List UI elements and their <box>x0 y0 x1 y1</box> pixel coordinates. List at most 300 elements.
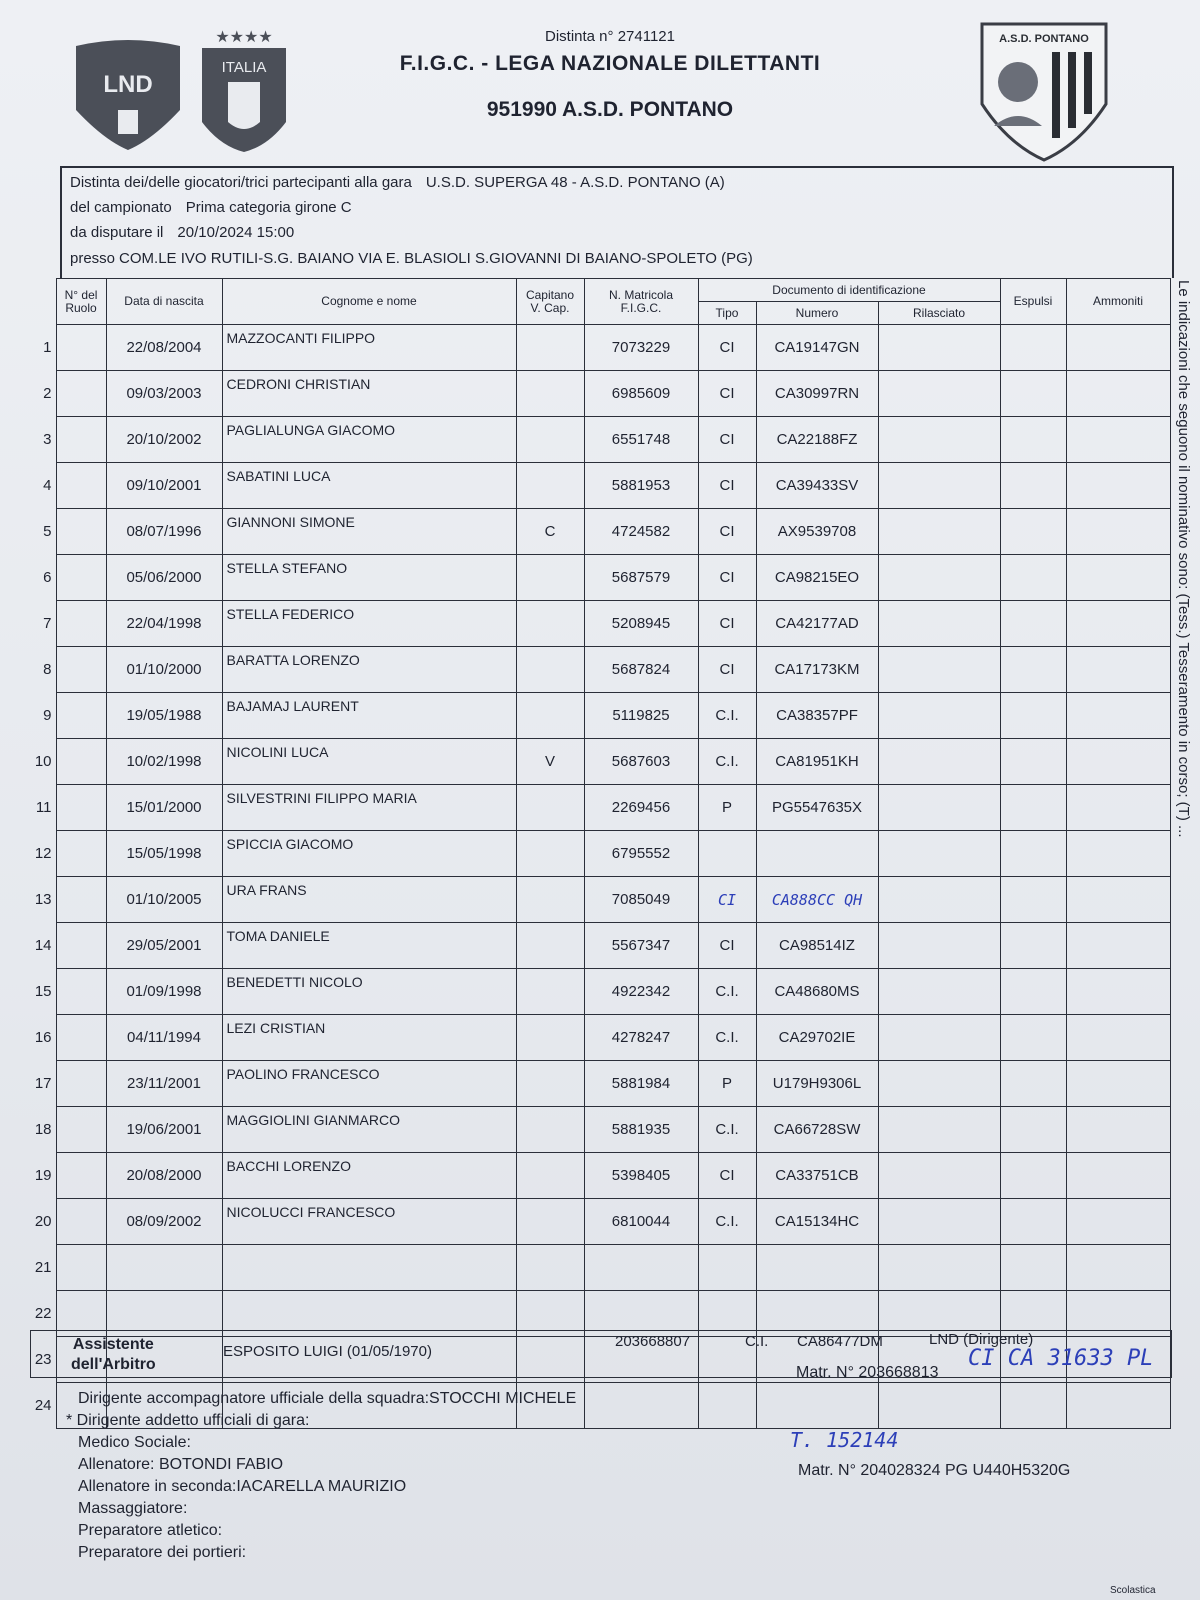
player-warned <box>1066 555 1170 601</box>
player-birthdate: 01/09/1998 <box>106 969 222 1015</box>
player-expelled <box>1000 555 1066 601</box>
player-matricola: 5687603 <box>584 739 698 785</box>
player-row <box>30 785 1170 831</box>
player-doc-type <box>698 1383 756 1429</box>
player-expelled <box>1000 325 1066 371</box>
figc-italia-logo <box>198 26 290 154</box>
player-row <box>30 831 1170 877</box>
player-name: MAGGIOLINI GIANMARCO <box>222 1107 516 1153</box>
player-matricola <box>584 1383 698 1429</box>
info-line-gara <box>70 174 739 191</box>
player-captain <box>516 831 584 877</box>
player-matricola: 7085049 <box>584 877 698 923</box>
player-captain <box>516 969 584 1015</box>
player-name: BENEDETTI NICOLO <box>222 969 516 1015</box>
player-number: 13 <box>34 891 52 908</box>
player-row <box>30 601 1170 647</box>
player-captain: V <box>516 739 584 785</box>
handwritten-tessera: T. 152144 <box>790 1428 899 1452</box>
player-captain <box>516 1061 584 1107</box>
player-number: 19 <box>34 1167 52 1184</box>
player-expelled <box>1000 831 1066 877</box>
player-name: SILVESTRINI FILIPPO MARIA <box>222 785 516 831</box>
player-name: SPICCIA GIACOMO <box>222 831 516 877</box>
player-warned <box>1066 1153 1170 1199</box>
player-doc-number: CA17173KM <box>756 647 878 693</box>
player-expelled <box>1000 1383 1066 1429</box>
player-doc-number: CA66728SW <box>756 1107 878 1153</box>
player-row <box>30 1199 1170 1245</box>
player-name: BAJAMAJ LAURENT <box>222 693 516 739</box>
info-presso-value: COM.LE IVO RUTILI-S.G. BAIANO VIA E. BLASIOLI S.GIOVANNI DI BAIANO-SPOLETO (PG) <box>119 250 753 267</box>
player-expelled <box>1000 1199 1066 1245</box>
player-birthdate: 01/10/2005 <box>106 877 222 923</box>
pontano-logo-text: A.S.D. PONTANO <box>999 33 1089 45</box>
assistente-numero: CA86477DM <box>797 1333 883 1350</box>
player-name: SABATINI LUCA <box>222 463 516 509</box>
player-matricola: 6985609 <box>584 371 698 417</box>
player-number: 15 <box>34 983 52 1000</box>
player-warned <box>1066 601 1170 647</box>
player-doc-type: CI <box>698 877 756 923</box>
player-warned <box>1066 831 1170 877</box>
player-number: 1 <box>43 339 52 356</box>
player-doc-number: CA15134HC <box>756 1199 878 1245</box>
player-birthdate: 01/10/2000 <box>106 647 222 693</box>
player-matricola: 5119825 <box>584 693 698 739</box>
player-row <box>30 969 1170 1015</box>
player-doc-issuer <box>878 877 1000 923</box>
player-birthdate: 19/05/1988 <box>106 693 222 739</box>
player-expelled <box>1000 923 1066 969</box>
player-expelled <box>1000 693 1066 739</box>
player-row <box>30 371 1170 417</box>
player-row <box>30 693 1170 739</box>
player-row <box>30 647 1170 693</box>
player-ruolo <box>56 877 106 923</box>
player-birthdate: 09/10/2001 <box>106 463 222 509</box>
player-doc-type: CI <box>698 371 756 417</box>
player-row <box>30 555 1170 601</box>
player-number: 20 <box>34 1213 52 1230</box>
player-doc-issuer <box>878 325 1000 371</box>
player-doc-type: C.I. <box>698 739 756 785</box>
player-warned <box>1066 1245 1170 1291</box>
player-captain <box>516 693 584 739</box>
player-number: 8 <box>43 661 52 678</box>
assistente-nome: ESPOSITO LUIGI (01/05/1970) <box>223 1343 432 1360</box>
player-doc-number: AX9539708 <box>756 509 878 555</box>
player-name: PAGLIALUNGA GIACOMO <box>222 417 516 463</box>
player-expelled <box>1000 1015 1066 1061</box>
player-ruolo <box>56 555 106 601</box>
player-ruolo <box>56 1199 106 1245</box>
player-matricola: 4922342 <box>584 969 698 1015</box>
matricola-allenatore: Matr. N° 204028324 PG U440H5320G <box>798 1462 1071 1479</box>
info-data-label: da disputare il <box>70 224 164 241</box>
handwritten-doc-dirigente: CI CA 31633 PL <box>968 1346 1154 1371</box>
player-doc-issuer <box>878 1153 1000 1199</box>
player-doc-number <box>756 831 878 877</box>
player-name: BARATTA LORENZO <box>222 647 516 693</box>
player-birthdate: 05/06/2000 <box>106 555 222 601</box>
societa-title: 951990 A.S.D. PONTANO <box>486 98 734 121</box>
player-row <box>30 1015 1170 1061</box>
player-number: 21 <box>34 1259 52 1276</box>
player-row <box>30 463 1170 509</box>
player-doc-issuer <box>878 693 1000 739</box>
matricola-dirigente: Matr. N° 203668813 <box>796 1364 939 1381</box>
player-row <box>30 1245 1170 1291</box>
player-doc-number: CA29702IE <box>756 1015 878 1061</box>
lega-title: F.I.G.C. - LEGA NAZIONALE DILETTANTI <box>399 52 821 75</box>
player-ruolo <box>56 1015 106 1061</box>
player-ruolo <box>56 1107 106 1153</box>
allenatore: Allenatore: BOTONDI FABIO <box>78 1456 284 1473</box>
player-expelled <box>1000 601 1066 647</box>
col-capitano: Capitano V. Cap. <box>516 279 584 325</box>
player-doc-number: PG5547635X <box>756 785 878 831</box>
massaggiatore: Massaggiatore: <box>78 1500 188 1517</box>
player-doc-issuer <box>878 739 1000 785</box>
player-name: NICOLINI LUCA <box>222 739 516 785</box>
player-matricola: 5881984 <box>584 1061 698 1107</box>
player-captain <box>516 1153 584 1199</box>
player-doc-type: C.I. <box>698 693 756 739</box>
pontano-club-logo <box>980 22 1108 162</box>
player-row <box>30 877 1170 923</box>
info-campionato-label: del campionato <box>70 199 172 216</box>
player-ruolo <box>56 831 106 877</box>
player-doc-type: C.I. <box>698 1199 756 1245</box>
info-line-campionato <box>70 199 366 216</box>
player-number: 3 <box>43 431 52 448</box>
player-number: 24 <box>34 1397 52 1414</box>
player-expelled <box>1000 1153 1066 1199</box>
player-captain <box>516 555 584 601</box>
player-doc-type: CI <box>698 601 756 647</box>
player-name: TOMA DANIELE <box>222 923 516 969</box>
player-birthdate: 19/06/2001 <box>106 1107 222 1153</box>
player-matricola: 4724582 <box>584 509 698 555</box>
players-table-body <box>30 325 1170 1429</box>
player-doc-number: CA81951KH <box>756 739 878 785</box>
medico-sociale: Medico Sociale: <box>78 1434 191 1451</box>
player-ruolo <box>56 417 106 463</box>
player-row <box>30 509 1170 555</box>
player-row <box>30 1153 1170 1199</box>
player-captain <box>516 877 584 923</box>
col-ruolo: N° del Ruolo <box>56 279 106 325</box>
player-ruolo <box>56 1153 106 1199</box>
player-row <box>30 417 1170 463</box>
player-captain <box>516 647 584 693</box>
player-birthdate: 20/10/2002 <box>106 417 222 463</box>
distinta-number: Distinta n° 2741121 <box>545 28 675 45</box>
player-doc-issuer <box>878 1245 1000 1291</box>
player-number: 7 <box>43 615 52 632</box>
player-number: 16 <box>34 1029 52 1046</box>
player-ruolo <box>56 693 106 739</box>
lnd-logo-text: LND <box>103 71 153 98</box>
player-warned <box>1066 1107 1170 1153</box>
svg-text:★★★★: ★★★★ <box>215 27 273 46</box>
player-doc-type: CI <box>698 1153 756 1199</box>
player-matricola: 5398405 <box>584 1153 698 1199</box>
player-row <box>30 325 1170 371</box>
player-expelled <box>1000 647 1066 693</box>
player-matricola: 4278247 <box>584 1015 698 1061</box>
player-warned <box>1066 969 1170 1015</box>
player-doc-type: P <box>698 1061 756 1107</box>
player-captain <box>516 1107 584 1153</box>
player-doc-issuer <box>878 555 1000 601</box>
player-ruolo <box>56 923 106 969</box>
player-warned <box>1066 739 1170 785</box>
player-expelled <box>1000 1107 1066 1153</box>
player-row <box>30 923 1170 969</box>
player-ruolo <box>56 509 106 555</box>
player-doc-number: CA42177AD <box>756 601 878 647</box>
player-expelled <box>1000 739 1066 785</box>
player-doc-type: CI <box>698 555 756 601</box>
player-doc-type: CI <box>698 463 756 509</box>
player-warned <box>1066 1383 1170 1429</box>
player-warned <box>1066 417 1170 463</box>
assistente-tipo: C.I. <box>745 1333 769 1350</box>
player-name: STELLA FEDERICO <box>222 601 516 647</box>
player-doc-type: CI <box>698 509 756 555</box>
player-doc-number: CA888CC QH <box>756 877 878 923</box>
player-doc-issuer <box>878 509 1000 555</box>
player-warned <box>1066 1061 1170 1107</box>
player-warned <box>1066 877 1170 923</box>
player-ruolo <box>56 325 106 371</box>
player-captain <box>516 923 584 969</box>
player-birthdate: 22/04/1998 <box>106 601 222 647</box>
player-doc-issuer <box>878 463 1000 509</box>
player-name: MAZZOCANTI FILIPPO <box>222 325 516 371</box>
player-ruolo <box>56 371 106 417</box>
player-number: 23 <box>34 1351 52 1368</box>
info-line-presso <box>70 250 767 267</box>
player-ruolo <box>56 739 106 785</box>
assistente-label: Assistente dell'Arbitro <box>71 1336 156 1373</box>
player-captain <box>516 601 584 647</box>
player-warned <box>1066 509 1170 555</box>
italia-logo-text: ITALIA <box>221 59 267 76</box>
player-matricola: 5881953 <box>584 463 698 509</box>
player-ruolo <box>56 1245 106 1291</box>
player-ruolo <box>56 647 106 693</box>
info-campionato-value: Prima categoria girone C <box>185 199 352 216</box>
player-captain <box>516 325 584 371</box>
player-number: 22 <box>34 1305 52 1322</box>
col-numero: Numero <box>756 302 878 325</box>
player-matricola: 2269456 <box>584 785 698 831</box>
col-espulsi: Espulsi <box>1000 279 1066 325</box>
player-matricola <box>584 1245 698 1291</box>
player-expelled <box>1000 509 1066 555</box>
allenatore-seconda: Allenatore in seconda:IACARELLA MAURIZIO <box>78 1478 407 1495</box>
player-birthdate <box>106 1245 222 1291</box>
player-expelled <box>1000 371 1066 417</box>
player-birthdate: 08/07/1996 <box>106 509 222 555</box>
player-number: 2 <box>43 385 52 402</box>
player-matricola: 6795552 <box>584 831 698 877</box>
player-birthdate: 15/01/2000 <box>106 785 222 831</box>
player-expelled <box>1000 1061 1066 1107</box>
player-doc-type: C.I. <box>698 1015 756 1061</box>
col-nome: Cognome e nome <box>222 279 516 325</box>
player-row <box>30 739 1170 785</box>
player-doc-type: CI <box>698 417 756 463</box>
info-gara-label: Distinta dei/delle giocatori/trici partecipanti alla gara <box>70 174 412 191</box>
player-doc-issuer <box>878 1383 1000 1429</box>
info-presso-label: presso <box>70 250 116 267</box>
player-name: URA FRANS <box>222 877 516 923</box>
player-captain <box>516 1199 584 1245</box>
player-birthdate: 15/05/1998 <box>106 831 222 877</box>
player-doc-number: CA98514IZ <box>756 923 878 969</box>
player-number: 6 <box>43 569 52 586</box>
player-doc-number: CA39433SV <box>756 463 878 509</box>
player-number: 12 <box>34 845 52 862</box>
col-matricola: N. Matricola F.I.G.C. <box>584 279 698 325</box>
player-name: CEDRONI CHRISTIAN <box>222 371 516 417</box>
player-doc-number: CA19147GN <box>756 325 878 371</box>
player-doc-type <box>698 831 756 877</box>
player-captain: C <box>516 509 584 555</box>
assistente-note: LND (Dirigente) <box>929 1331 1034 1348</box>
player-captain <box>516 1015 584 1061</box>
player-ruolo <box>56 601 106 647</box>
player-birthdate: 04/11/1994 <box>106 1015 222 1061</box>
player-expelled <box>1000 785 1066 831</box>
col-documento: Documento di identificazione <box>698 279 1000 302</box>
player-doc-number: CA33751CB <box>756 1153 878 1199</box>
player-number: 11 <box>35 799 52 816</box>
player-warned <box>1066 371 1170 417</box>
player-doc-type: C.I. <box>698 1107 756 1153</box>
player-doc-number: CA22188FZ <box>756 417 878 463</box>
player-ruolo <box>56 785 106 831</box>
player-doc-issuer <box>878 831 1000 877</box>
player-number: 9 <box>43 707 52 724</box>
player-doc-number: CA38357PF <box>756 693 878 739</box>
col-tipo: Tipo <box>698 302 756 325</box>
player-warned <box>1066 785 1170 831</box>
player-doc-issuer <box>878 371 1000 417</box>
player-name: NICOLUCCI FRANCESCO <box>222 1199 516 1245</box>
player-doc-number <box>756 1245 878 1291</box>
player-birthdate: 10/02/1998 <box>106 739 222 785</box>
player-name: PAOLINO FRANCESCO <box>222 1061 516 1107</box>
player-matricola: 5208945 <box>584 601 698 647</box>
player-ruolo <box>56 463 106 509</box>
dirigente-addetto: * Dirigente addetto ufficiali di gara: <box>66 1412 310 1429</box>
info-data-value: 20/10/2024 15:00 <box>177 224 295 241</box>
player-doc-number <box>756 1383 878 1429</box>
players-table <box>30 278 1171 1429</box>
player-expelled <box>1000 1245 1066 1291</box>
player-matricola: 6551748 <box>584 417 698 463</box>
side-note: Le indicazioni che seguono il nominativo sono: (Tess.) Tesseramento in corso; (T) ... <box>1175 280 1192 838</box>
player-doc-issuer <box>878 1015 1000 1061</box>
player-birthdate: 08/09/2002 <box>106 1199 222 1245</box>
player-matricola: 5687579 <box>584 555 698 601</box>
player-name <box>222 1245 516 1291</box>
player-doc-issuer <box>878 785 1000 831</box>
player-captain <box>516 463 584 509</box>
player-matricola: 7073229 <box>584 325 698 371</box>
player-number: 4 <box>43 477 52 494</box>
player-warned <box>1066 1015 1170 1061</box>
player-captain <box>516 371 584 417</box>
player-warned <box>1066 693 1170 739</box>
player-captain <box>516 417 584 463</box>
player-birthdate: 29/05/2001 <box>106 923 222 969</box>
player-ruolo <box>56 969 106 1015</box>
player-warned <box>1066 325 1170 371</box>
preparatore-portieri: Preparatore dei portieri: <box>78 1544 247 1561</box>
player-number: 5 <box>43 523 52 540</box>
player-doc-number: CA48680MS <box>756 969 878 1015</box>
col-nascita: Data di nascita <box>106 279 222 325</box>
player-birthdate: 23/11/2001 <box>106 1061 222 1107</box>
player-row <box>30 1107 1170 1153</box>
player-captain <box>516 785 584 831</box>
player-doc-type: P <box>698 785 756 831</box>
player-birthdate: 20/08/2000 <box>106 1153 222 1199</box>
dirigente-accompagnatore: Dirigente accompagnatore ufficiale della squadra:STOCCHI MICHELE <box>78 1390 577 1407</box>
player-doc-type: C.I. <box>698 969 756 1015</box>
player-name: STELLA STEFANO <box>222 555 516 601</box>
player-warned <box>1066 647 1170 693</box>
player-number: 10 <box>34 753 52 770</box>
player-doc-issuer <box>878 647 1000 693</box>
player-doc-number: CA98215EO <box>756 555 878 601</box>
player-doc-number: U179H9306L <box>756 1061 878 1107</box>
player-expelled <box>1000 877 1066 923</box>
player-name: LEZI CRISTIAN <box>222 1015 516 1061</box>
player-matricola: 5687824 <box>584 647 698 693</box>
col-rilasciato: Rilasciato <box>878 302 1000 325</box>
lnd-logo <box>72 40 184 152</box>
col-ammoniti: Ammoniti <box>1066 279 1170 325</box>
player-name: BACCHI LORENZO <box>222 1153 516 1199</box>
player-doc-type <box>698 1245 756 1291</box>
info-line-data <box>70 224 308 241</box>
player-name: GIANNONI SIMONE <box>222 509 516 555</box>
player-warned <box>1066 463 1170 509</box>
info-gara-value: U.S.D. SUPERGA 48 - A.S.D. PONTANO (A) <box>425 174 725 191</box>
player-doc-type: CI <box>698 923 756 969</box>
assistente-matricola: 203668807 <box>615 1333 691 1350</box>
player-doc-issuer <box>878 1107 1000 1153</box>
player-doc-issuer <box>878 417 1000 463</box>
player-row <box>30 1061 1170 1107</box>
player-birthdate: 22/08/2004 <box>106 325 222 371</box>
player-doc-issuer <box>878 969 1000 1015</box>
player-doc-type: CI <box>698 647 756 693</box>
player-number: 18 <box>34 1121 52 1138</box>
player-doc-issuer <box>878 923 1000 969</box>
player-doc-number: CA30997RN <box>756 371 878 417</box>
player-warned <box>1066 1199 1170 1245</box>
player-doc-issuer <box>878 1061 1000 1107</box>
player-ruolo <box>56 1061 106 1107</box>
